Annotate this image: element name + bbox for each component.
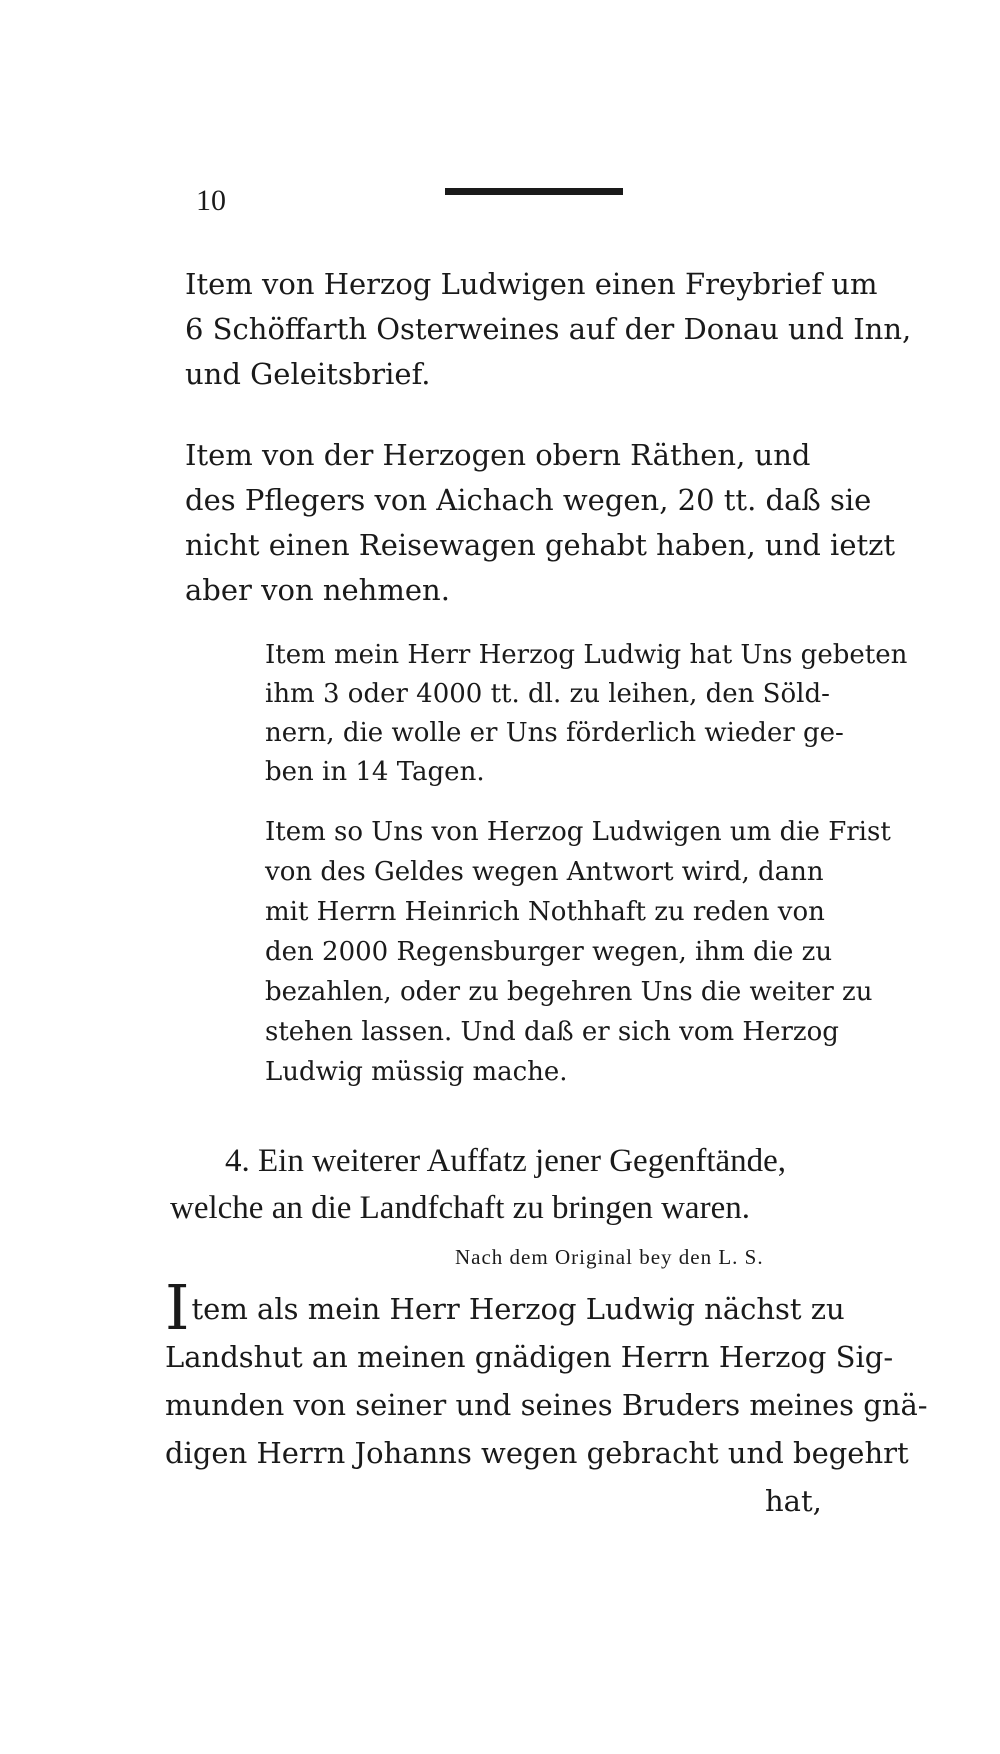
text-line: Item so Uns von Herzog Ludwigen um die Frist xyxy=(265,817,891,847)
text-line: ben in 14 Tagen. xyxy=(265,757,485,787)
text-line: Item mein Herr Herzog Ludwig hat Uns gebeten xyxy=(265,640,908,670)
text-line: stehen lassen. Und daß er sich vom Herzog xyxy=(265,1017,839,1047)
text-line: Item von der Herzogen obern Räthen, und xyxy=(185,438,811,472)
text-line: mit Herrn Heinrich Nothhaft zu reden von xyxy=(265,897,825,927)
header-rule xyxy=(445,188,623,195)
text-line: des Pflegers von Aichach wegen, 20 tt. daß sie xyxy=(185,483,872,517)
heading-line: 4. Ein weiterer Auffatz jener Gegenftände, xyxy=(225,1143,787,1179)
text-line xyxy=(165,1271,875,1344)
section-heading xyxy=(170,1138,890,1232)
text-line: ihm 3 oder 4000 tt. dl. zu leihen, den Söld- xyxy=(265,679,830,709)
paragraph-freybrief xyxy=(185,262,912,397)
heading-line: welche an die Landfchaft zu bringen waren. xyxy=(170,1190,750,1226)
text-line: von des Geldes wegen Antwort wird, dann xyxy=(265,857,824,887)
text-line: nicht einen Reisewagen gehabt haben, und ietzt xyxy=(185,528,896,562)
drop-cap: I xyxy=(165,1271,190,1344)
source-note: Nach dem Original bey den L. S. xyxy=(455,1245,764,1269)
text-line: bezahlen, oder zu begehren Uns die weiter zu xyxy=(265,977,873,1007)
text-line: munden von seiner und seines Bruders meines gnä- xyxy=(165,1388,928,1422)
text-line: Landshut an meinen gnädigen Herrn Herzog Sig- xyxy=(165,1340,894,1374)
paragraph-landshut xyxy=(165,1271,928,1477)
paragraph-leihen xyxy=(265,636,908,792)
paragraph-raethen xyxy=(185,433,896,613)
text-line: 6 Schöffarth Osterweines auf der Donau und Inn, xyxy=(185,312,912,346)
text-line: und Geleitsbrief. xyxy=(185,357,431,391)
text-line: aber von nehmen. xyxy=(185,573,450,607)
text-line: Ludwig müssig mache. xyxy=(265,1057,568,1087)
paragraph-frist xyxy=(265,812,891,1092)
text-line: Item von Herzog Ludwigen einen Freybrief um xyxy=(185,267,878,301)
catchword: hat, xyxy=(765,1484,822,1518)
text-line: digen Herrn Johanns wegen gebracht und begehrt xyxy=(165,1436,909,1470)
text-line-rest: tem als mein Herr Herzog Ludwig nächst zu xyxy=(191,1292,845,1326)
page-number: 10 xyxy=(196,184,226,217)
text-line: nern, die wolle er Uns förderlich wieder ge- xyxy=(265,718,844,748)
text-line: den 2000 Regensburger wegen, ihm die zu xyxy=(265,937,833,967)
